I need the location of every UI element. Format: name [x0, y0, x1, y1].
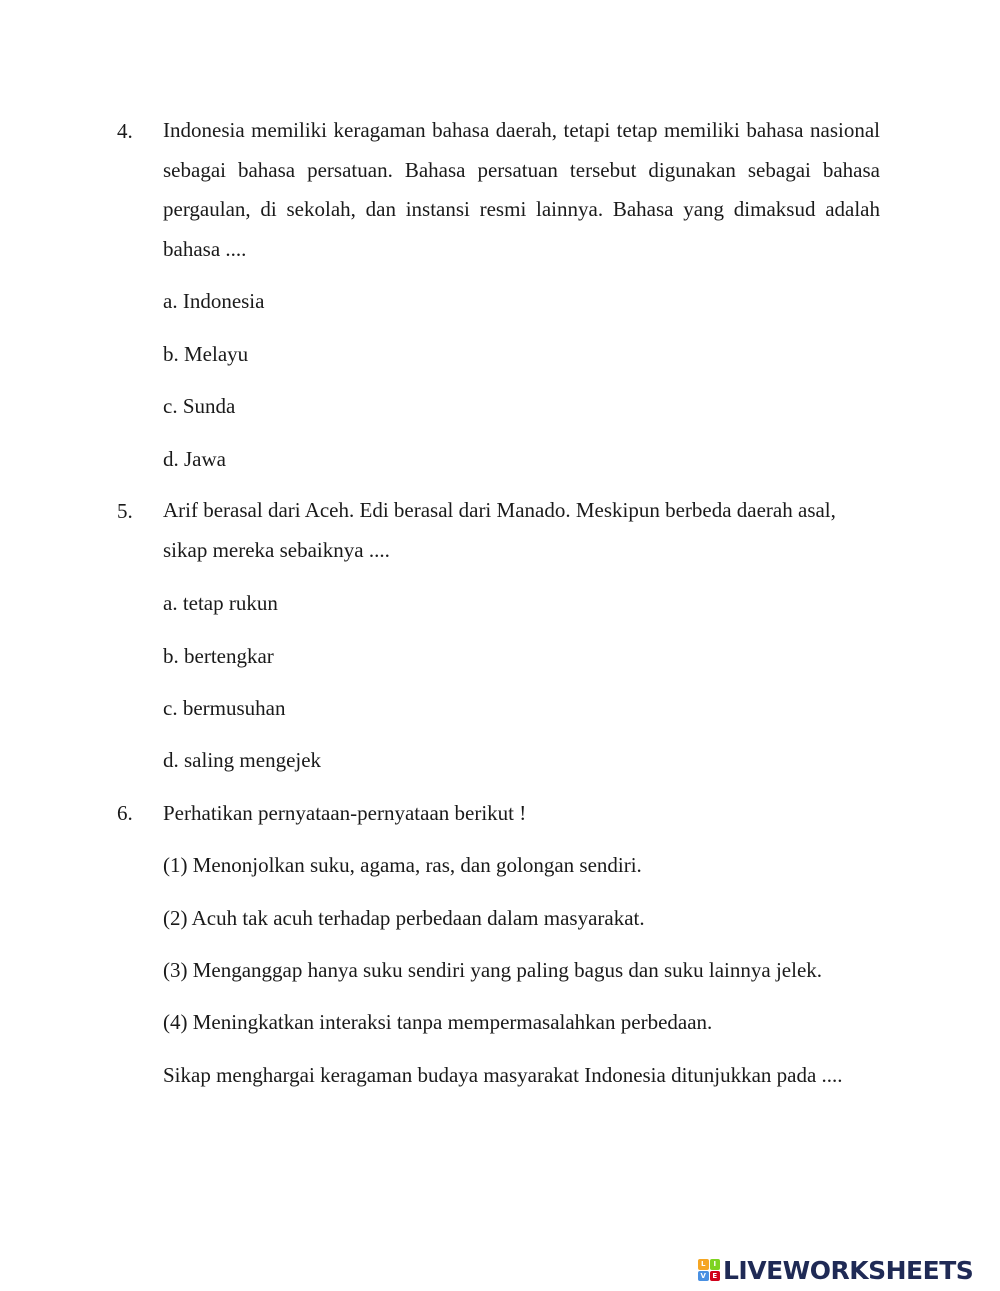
logo-tile: L: [698, 1259, 709, 1270]
answer-option: b. bertengkar: [163, 644, 274, 668]
question-number: 6.: [117, 801, 133, 825]
question-number: 4.: [117, 119, 133, 143]
question-text: Arif berasal dari Aceh. Edi berasal dari Manado. Meskipun berbeda daerah asal, sikap mereka sebaiknya ....: [163, 498, 836, 562]
logo-tile: I: [710, 1259, 721, 1270]
question-text: Indonesia memiliki keragaman bahasa daerah, tetapi tetap memiliki bahasa nasional sebagai bahasa persatuan. Bahasa persatuan tersebut digunakan sebagai bahasa pergaulan, di sekolah, dan instansi resmi lainnya. Bahasa yang dimaksud adalah bahasa ....: [163, 118, 880, 261]
answer-option: b. Melayu: [163, 342, 249, 366]
answer-option: a. Indonesia: [163, 289, 265, 313]
answer-option: a. tetap rukun: [163, 591, 278, 615]
question-prompt: Sikap menghargai keragaman budaya masyarakat Indonesia ditunjukkan pada ....: [163, 1063, 843, 1087]
liveworksheets-logo-icon: [698, 1259, 720, 1281]
logo-tile: V: [698, 1271, 709, 1282]
answer-option: c. Sunda: [163, 394, 236, 418]
statement-item: (4) Meningkatkan interaksi tanpa mempermasalahkan perbedaan.: [163, 1010, 713, 1034]
question-text: Perhatikan pernyataan-pernyataan berikut !: [163, 801, 527, 825]
liveworksheets-logo: [698, 1256, 993, 1284]
statement-item: (2) Acuh tak acuh terhadap perbedaan dalam masyarakat.: [163, 906, 645, 930]
answer-option: c. bermusuhan: [163, 696, 286, 720]
statement-item: (3) Menganggap hanya suku sendiri yang paling bagus dan suku lainnya jelek.: [163, 958, 823, 982]
question-number: 5.: [117, 499, 133, 523]
answer-option: d. saling mengejek: [163, 748, 322, 772]
logo-tile: E: [710, 1271, 721, 1282]
statement-item: (1) Menonjolkan suku, agama, ras, dan golongan sendiri.: [163, 853, 642, 877]
liveworksheets-wordmark: LIVEWORKSHEETS: [723, 1255, 974, 1285]
answer-option: d. Jawa: [163, 447, 226, 471]
